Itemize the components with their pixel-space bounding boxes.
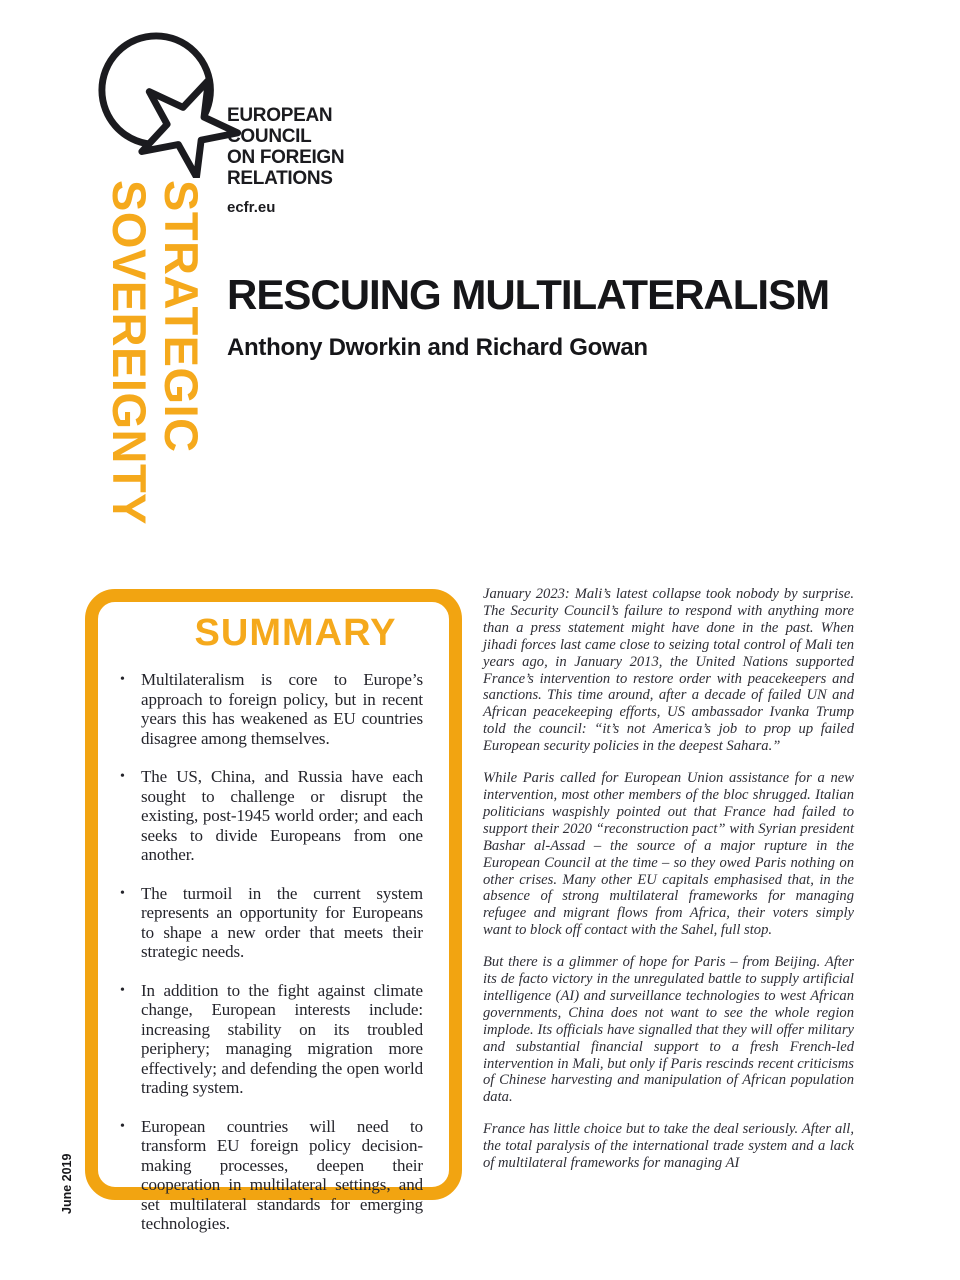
body-paragraph: But there is a glimmer of hope for Paris – from Beijing. After its de facto victory in the unregulated battle to supply artificial intelligence (AI) and surveillance technologies to west African governments, China does not want to see the whole region implode. Its officials have signalled that they will offer military and substantial financial support to a fresh French-led intervention in Mali, but only if Paris rescinds recent criticisms of Chinese harvesting and manipulation of African population data.	[483, 954, 854, 1106]
series-line-strategic: STRATEGIC	[155, 180, 208, 453]
website-url: ecfr.eu	[227, 199, 276, 216]
org-name-line: EUROPEAN	[227, 105, 333, 126]
summary-bullet	[118, 884, 423, 962]
bullet-dot-icon: •	[120, 672, 125, 687]
body-paragraph: France has little choice but to take the deal seriously. After all, the total paralysis of the international trade system and a lack of multilateral frameworks for managing AI	[483, 1121, 854, 1172]
ecfr-logo-icon	[95, 28, 243, 178]
org-name-line: ON FOREIGN	[227, 147, 345, 168]
page-title: RESCUING MULTILATERALISM	[227, 271, 830, 319]
summary-bullet	[118, 1117, 423, 1234]
bullet-dot-icon: •	[120, 1118, 125, 1134]
bullet-dot-icon: •	[120, 885, 125, 901]
summary-list	[98, 670, 449, 1234]
summary-bullet-text: The US, China, and Russia have each sought to challenge or disrupt the existing, post-1945 world order; and each seeks to divide Europeans from one another.	[141, 767, 423, 864]
summary-box	[85, 589, 462, 1233]
org-name-line: RELATIONS	[227, 168, 333, 189]
series-line-sovereignty: SOVEREIGNTY	[103, 180, 156, 526]
publication-date-vertical: June 2019	[60, 1153, 74, 1214]
summary-bullet	[118, 767, 423, 865]
summary-bullet-text: Multilateralism is core to Europe’s approach to foreign policy, but in recent years this has weakened as EU countries disagree among themselves.	[141, 670, 423, 748]
org-name-line: COUNCIL	[227, 126, 312, 147]
summary-heading: SUMMARY	[194, 612, 397, 654]
summary-bullet	[118, 670, 423, 748]
org-name	[227, 105, 344, 189]
bullet-dot-icon: •	[120, 769, 125, 784]
body-paragraph: While Paris called for European Union assistance for a new intervention, most other members of the bloc shrugged. Italian politicians waspishly pointed out that France had failed to support their 2020 “reconstruction pact” with Syrian president Bashar al-Assad – the source of a major rupture in the European Council at the time – so they owed Paris nothing on other crises. Many other EU capitals emphasised that, in the absence of strong multilateral frameworks for managing refugee and migrant flows from Africa, their voters simply want to block off contact with the Sahel, full stop.	[483, 770, 854, 939]
summary-bullet-text: European countries will need to transform EU foreign policy decision-making processes, deepen their cooperation in multilateral settings, and set multilateral standards for emerging technologies.	[141, 1116, 423, 1233]
bullet-dot-icon: •	[120, 982, 125, 998]
summary-bullet-text: In addition to the fight against climate change, European interests include: increasing stability on its troubled periphery; managing migration more effectively; and defending the open world trading system.	[141, 980, 423, 1097]
body-paragraph: January 2023: Mali’s latest collapse took nobody by surprise. The Security Council’s failure to respond with anything more than a press statement might have done in the past. When jihadi forces last came close to seizing total control of Mali ten years ago, in January 2013, the United Nations supported France’s intervention to restore order with peacekeepers and sanctions. This time around, after a decade of failed UN and African peacekeeping efforts, US ambassador Ivanka Trump told the council: “it’s not America’s job to prop up failed European security policies in the deepest Sahara.”	[483, 586, 854, 755]
series-title-vertical	[103, 180, 207, 552]
body-column	[483, 586, 854, 1187]
summary-bullet	[118, 981, 423, 1098]
authors-line: Anthony Dworkin and Richard Gowan	[227, 334, 648, 361]
summary-bullet-text: The turmoil in the current system represents an opportunity for Europeans to shape a new order that meets their strategic needs.	[141, 883, 423, 961]
